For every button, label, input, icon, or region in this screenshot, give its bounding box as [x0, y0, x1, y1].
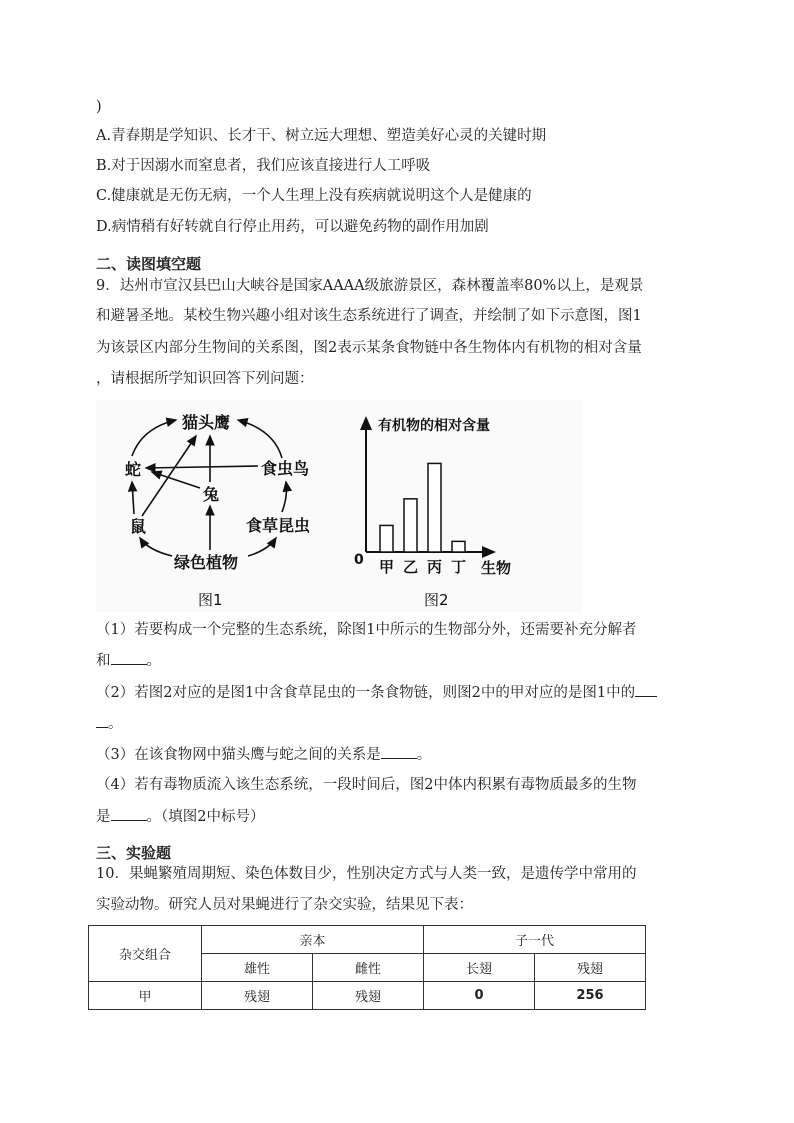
figure1-caption: 图1	[198, 591, 223, 609]
tick-label-0: 甲	[379, 558, 395, 576]
answer-blank-2a[interactable]	[635, 682, 657, 697]
q1-post: 。	[146, 653, 161, 669]
header-male: 雄性	[202, 954, 313, 982]
q9-line-3: 为该景区内部分生物间的关系图，图2表示某条食物链中各生物体内有机物的相对含量	[96, 340, 642, 356]
q4-post: 。（填图2中标号）	[146, 809, 265, 825]
arrow-bird-owl	[238, 420, 282, 458]
answer-blank-1[interactable]	[111, 650, 147, 665]
origin-label: 0	[354, 552, 364, 568]
q2-post: 。	[108, 716, 123, 732]
x-axis-label: 生物	[481, 559, 512, 577]
cell-group: 甲	[89, 982, 202, 1010]
q4-pre: 是	[96, 809, 111, 825]
figure-block	[96, 400, 582, 612]
node-mouse: 鼠	[130, 517, 147, 536]
paren-tail: )	[96, 99, 102, 115]
answer-blank-4[interactable]	[111, 806, 147, 821]
q9-line-2: 和避暑圣地。某校生物兴趣小组对该生态系统进行了调查，并绘制了如下示意图，图1	[96, 308, 642, 324]
header-vestigial-wing: 残翅	[535, 954, 646, 982]
arrow-bird-snake	[146, 466, 258, 468]
bar-0	[380, 525, 393, 552]
q10-line-1: 10．果蝇繁殖周期短、染色体数目少，性别决定方式与人类一致，是遗传学中常用的	[96, 866, 637, 882]
q10-line-2: 实验动物。研究人员对果蝇进行了杂交实验，结果见下表：	[96, 897, 473, 913]
arrow-mouse-snake	[132, 482, 134, 514]
option-b: B.对于因溺水而窒息者，我们应该直接进行人工呼吸	[96, 158, 431, 174]
header-offspring: 子一代	[424, 926, 646, 954]
q4-line-b	[96, 806, 264, 827]
option-c: C.健康就是无伤无病，一个人生理上没有疾病就说明这个人是健康的	[96, 188, 532, 204]
tick-label-1: 乙	[403, 558, 419, 576]
table-row	[89, 982, 646, 1010]
q2-line-a	[96, 682, 657, 703]
q2-text: （2）若图2对应的是图1中含食草昆虫的一条食物链，则图2中的甲对应的是图1中的	[96, 685, 636, 701]
tick-label-2: 丙	[427, 558, 443, 576]
figure-svg	[96, 400, 582, 612]
header-group: 杂交组合	[89, 926, 202, 982]
figure2-caption: 图2	[424, 591, 449, 609]
header-female: 雌性	[313, 954, 424, 982]
q3-line	[96, 744, 431, 765]
q1-line-a: （1）若要构成一个完整的生态系统，除图1中所示的生物部分外，还需要补充分解者	[96, 622, 637, 638]
option-d: D.病情稍有好转就自行停止用药，可以避免药物的副作用加剧	[96, 219, 489, 235]
header-long-wing: 长翅	[424, 954, 535, 982]
section2-heading: 二、读图填空题	[96, 255, 202, 273]
arrow-snake-owl	[132, 420, 176, 456]
section3-heading: 三、实验题	[96, 844, 172, 862]
y-axis-label: 有机物的相对含量	[378, 418, 490, 434]
cell-female: 残翅	[313, 982, 424, 1010]
q9-line-1: 9．达州市宣汉县巴山大峡谷是国家AAAA级旅游景区，森林覆盖率80%以上，是观景	[96, 278, 644, 294]
cell-long: 0	[424, 982, 535, 1010]
answer-blank-2b[interactable]	[96, 713, 108, 728]
bar-2	[428, 463, 441, 552]
node-snake: 蛇	[125, 460, 142, 479]
arrow-plant-insect	[248, 538, 276, 556]
q4-line-a: （4）若有毒物质流入该生态系统，一段时间后，图2中体内积累有毒物质最多的生物	[96, 777, 637, 793]
q9-line-4: ，请根据所学知识回答下列问题：	[96, 371, 314, 387]
q3-post: 。	[416, 747, 432, 763]
arrow-insect-bird	[282, 482, 287, 512]
arrow-plant-mouse	[140, 538, 172, 556]
q1-line-b	[96, 650, 161, 671]
header-parents: 亲本	[202, 926, 424, 954]
q3-pre: （3）在该食物网中猫头鹰与蛇之间的关系是	[96, 747, 381, 763]
node-rabbit: 兔	[203, 485, 220, 504]
answer-blank-3[interactable]	[381, 744, 417, 759]
cross-table	[88, 925, 646, 1010]
bar-1	[404, 499, 417, 552]
node-insect-bird: 食虫鸟	[261, 459, 310, 478]
bar-chart	[354, 417, 511, 609]
arrow-mouse-owl	[142, 436, 196, 516]
cell-male: 残翅	[202, 982, 313, 1010]
q1-pre: 和	[96, 653, 111, 669]
option-a: A.青春期是学知识、长才干、树立远大理想、塑造美好心灵的关键时期	[96, 128, 547, 144]
food-web	[125, 413, 310, 609]
node-owl: 猫头鹰	[182, 413, 231, 432]
node-plant: 绿色植物	[174, 553, 239, 572]
arrow-rabbit-snake	[152, 472, 200, 488]
node-insect: 食草昆虫	[246, 516, 311, 535]
cell-vestigial: 256	[535, 982, 646, 1010]
bar-3	[452, 541, 465, 552]
q2-line-b	[96, 713, 123, 734]
tick-label-3: 丁	[451, 558, 467, 576]
